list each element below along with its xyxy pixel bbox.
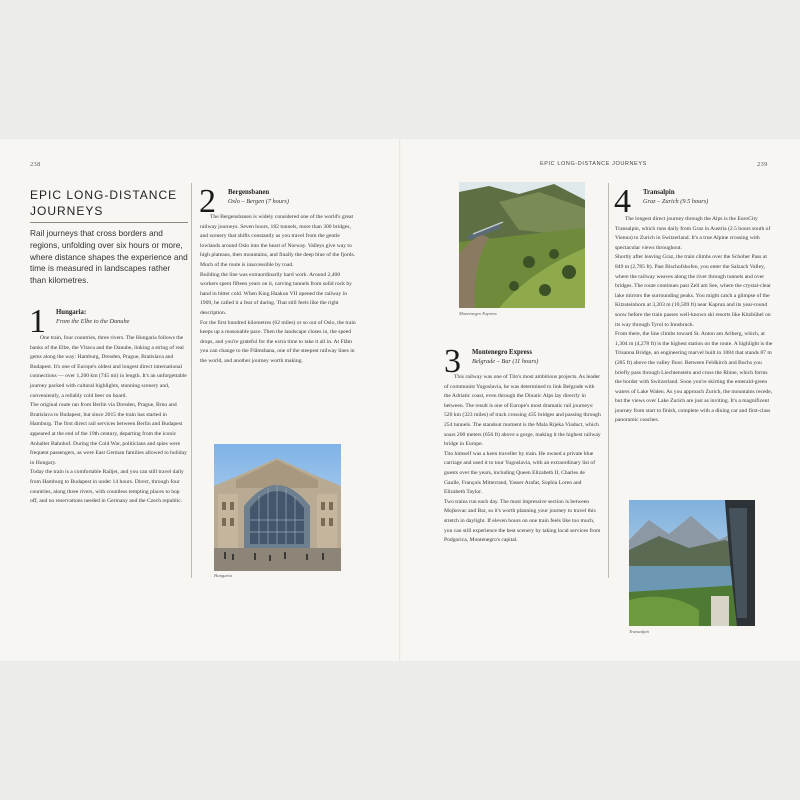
- route-paragraph: The original route ran from Berlin via Dresden, Prague, Brno and Bratislava to Budapest, but since 2015 the train has started in Hamburg. The first direct rail services between Berlin and Budapest appeared at the end of the 19th century, departing from the iconic Anhalter Bahnhof. During the Cold War, politicians and spies were frequent passengers, as were East German families allowed to holiday in Hungary.: [30, 402, 187, 466]
- route-paragraph: The longest direct journey through the Alps is the EuroCity Transalpin, which runs daily from Graz in Austria (2.5 hours south of Vienna) to Zurich in Switzerland. It's a true Alpine crossing with spectacular views throughout.: [615, 216, 771, 251]
- route-subtitle: Belgrade – Bar (11 hours): [472, 358, 539, 365]
- route-subtitle: Graz – Zurich (9.5 hours): [643, 198, 709, 205]
- route-subtitle: Oslo – Bergen (7 hours): [228, 198, 289, 205]
- column-divider-left: [191, 183, 192, 578]
- route-paragraph: For the first hundred kilometres (62 miles) or so out of Oslo, the train keeps up a reasonable pace. Then the landscape closes in, the speed drops, and you're grateful for the extra time to take it all in. At Flåm you can change to the Flåmsbana, one of the steepest railway lines in the world, and another journey worth making.: [200, 319, 356, 364]
- running-head: EPIC LONG-DISTANCE JOURNEYS: [540, 161, 647, 167]
- route-paragraph: From there, the line climbs toward St. Anton am Arlberg, which, at 1,304 m (4,278 ft) is the highest station on the route. A highlight is the Trisanna Bridge, an engineering marvel built in 1884 that stands 87 m (285 ft) above the valley floor. Between Feldkirch and Buchs you briefly pass through Liechtenstein and cross the Rhine, which forms the border with Switzerland. Soon you're skirting the emerald-green waters of Lake Walen. As you approach Zurich, the mountains recede, but the views over Lake Zurich are just as inviting. It's a magnificent journey from start to finish, complete with a dining car and first-class panoramic coaches.: [615, 331, 773, 424]
- hungaria-station-photo: [214, 444, 341, 571]
- montenegro-express-photo: [459, 182, 585, 308]
- title-rule: [30, 222, 188, 223]
- photo-caption: Transalpin: [629, 629, 649, 634]
- route-title: Bergensbanen: [228, 189, 270, 196]
- book-spread: [0, 139, 800, 661]
- route-paragraph: The Bergensbanen is widely considered one of the world's great railway journeys. Seven hours, 182 tunnels, more than 300 bridges, and scenery that shifts constantly as you travel from the gentle lowlands around Oslo into the heart of Norway. Valleys give way to high plateaus, then mountains, and finally the deep blue of the fjords. Much of the route is inaccessible by road.: [200, 214, 356, 268]
- route-paragraph: Tito himself was a keen traveller by train. He owned a private blue carriage and used it to tour Yugoslavia, with an extraordinary list of guests over the years, including Queen Elizabeth II, Charles de Gaulle, François Mitterrand, Yasser Arafat, Sophia Loren and Elizabeth Taylor.: [444, 450, 596, 496]
- route-body: [444, 373, 601, 546]
- route-paragraph: Building the line was extraordinarily hard work. Around 2,400 workers spent fifteen years on it, carving tunnels from solid rock by hand in bitter cold. When King Haakon VII opened the railway in 1909, he called it a feat of daring. That still feels like the right description.: [200, 271, 352, 316]
- route-paragraph: Two trains run each day. The most impressive section is between Mojkovac and Bar, so it's worth planning your journey to travel this stretch in daylight. If eleven hours on one train feels like too much, you can still experience the best scenery by taking local services from Podgorica, Montenegro's capital.: [444, 498, 601, 544]
- route-title: Transalpin: [643, 189, 675, 196]
- route-paragraph: Shortly after leaving Graz, the train climbs over the Schober Pass at 849 m (2,785 ft). Past Bischofshofen, you enter the Salzach Valley, where the railway weaves along the river through tunnels and over bridges. The route continues past Zell am See, where the crystal-clear lake mirrors the surrounding peaks. You might catch a glimpse of the Kitzsteinhorn at 3,203 m (10,509 ft) near Kaprun and its year-round snow before the train passes well-known ski resorts like Kitzbühel on its way through Tyrol to Innsbruck.: [615, 254, 771, 328]
- page-number-right: 239: [757, 161, 768, 168]
- route-paragraph: This railway was one of Tito's most ambitious projects. As leader of communist Yugoslavia, he was determined to link Belgrade with the Adriatic coast, even through the Dinaric Alps lay directly in between. The result is one of Europe's most dramatic rail journeys: 520 km (323 miles) of track crossing 435 bridges and passing through 254 tunnels. The standout moment is the Mala Rijeka Viaduct, which soars 200 meters (656 ft) above a gorge, making it the highest railway bridge in Europe.: [444, 374, 601, 448]
- page-number-left: 238: [30, 161, 41, 168]
- photo-caption: Montenegro Express: [459, 311, 497, 316]
- photo-caption: Hungaria: [214, 573, 232, 578]
- route-number: 3: [444, 343, 461, 380]
- route-title: Hungaria:: [56, 309, 87, 316]
- route-subtitle: From the Elbe to the Danube: [56, 318, 130, 325]
- route-paragraph: One train, four countries, three rivers. The Hungaria follows the banks of the Elbe, the Vltava and the Danube, linking a string of real gems along the way: Hamburg, Dresden, Prague, Bratislava and Budapest. It's one of Europe's oldest and longest direct international connections — over 1,200 km (745 mi) in length. It's an unforgettable journey packed with cultural highlights, stunning scenery and, conveniently, a reliably cold beer on board.: [30, 335, 187, 399]
- transalpin-photo: [629, 500, 755, 626]
- book-gutter: [399, 139, 401, 661]
- route-number: 4: [614, 183, 631, 220]
- chapter-intro: Rail journeys that cross borders and regions, unfolding over six hours or more, where distance shapes the experience and time is measured in landscapes rather than kilometres.: [30, 228, 188, 286]
- route-paragraph: Today the train is a comfortable Railjet, and you can still travel daily from Hamburg to Budapest in under 14 hours. Direct, through four countries, along three rivers, with countless tempting places to hop off, and no reservations needed in Germany and the Czech republic.: [30, 469, 184, 505]
- route-number: 2: [199, 183, 216, 220]
- route-body: [200, 213, 356, 367]
- route-title: Montenegro Express: [472, 349, 532, 356]
- route-number: 1: [29, 303, 46, 340]
- column-divider-right: [608, 183, 609, 578]
- route-body: [30, 334, 188, 507]
- route-body: [615, 215, 773, 426]
- chapter-title: EPIC LONG-DISTANCE JOURNEYS: [30, 188, 178, 218]
